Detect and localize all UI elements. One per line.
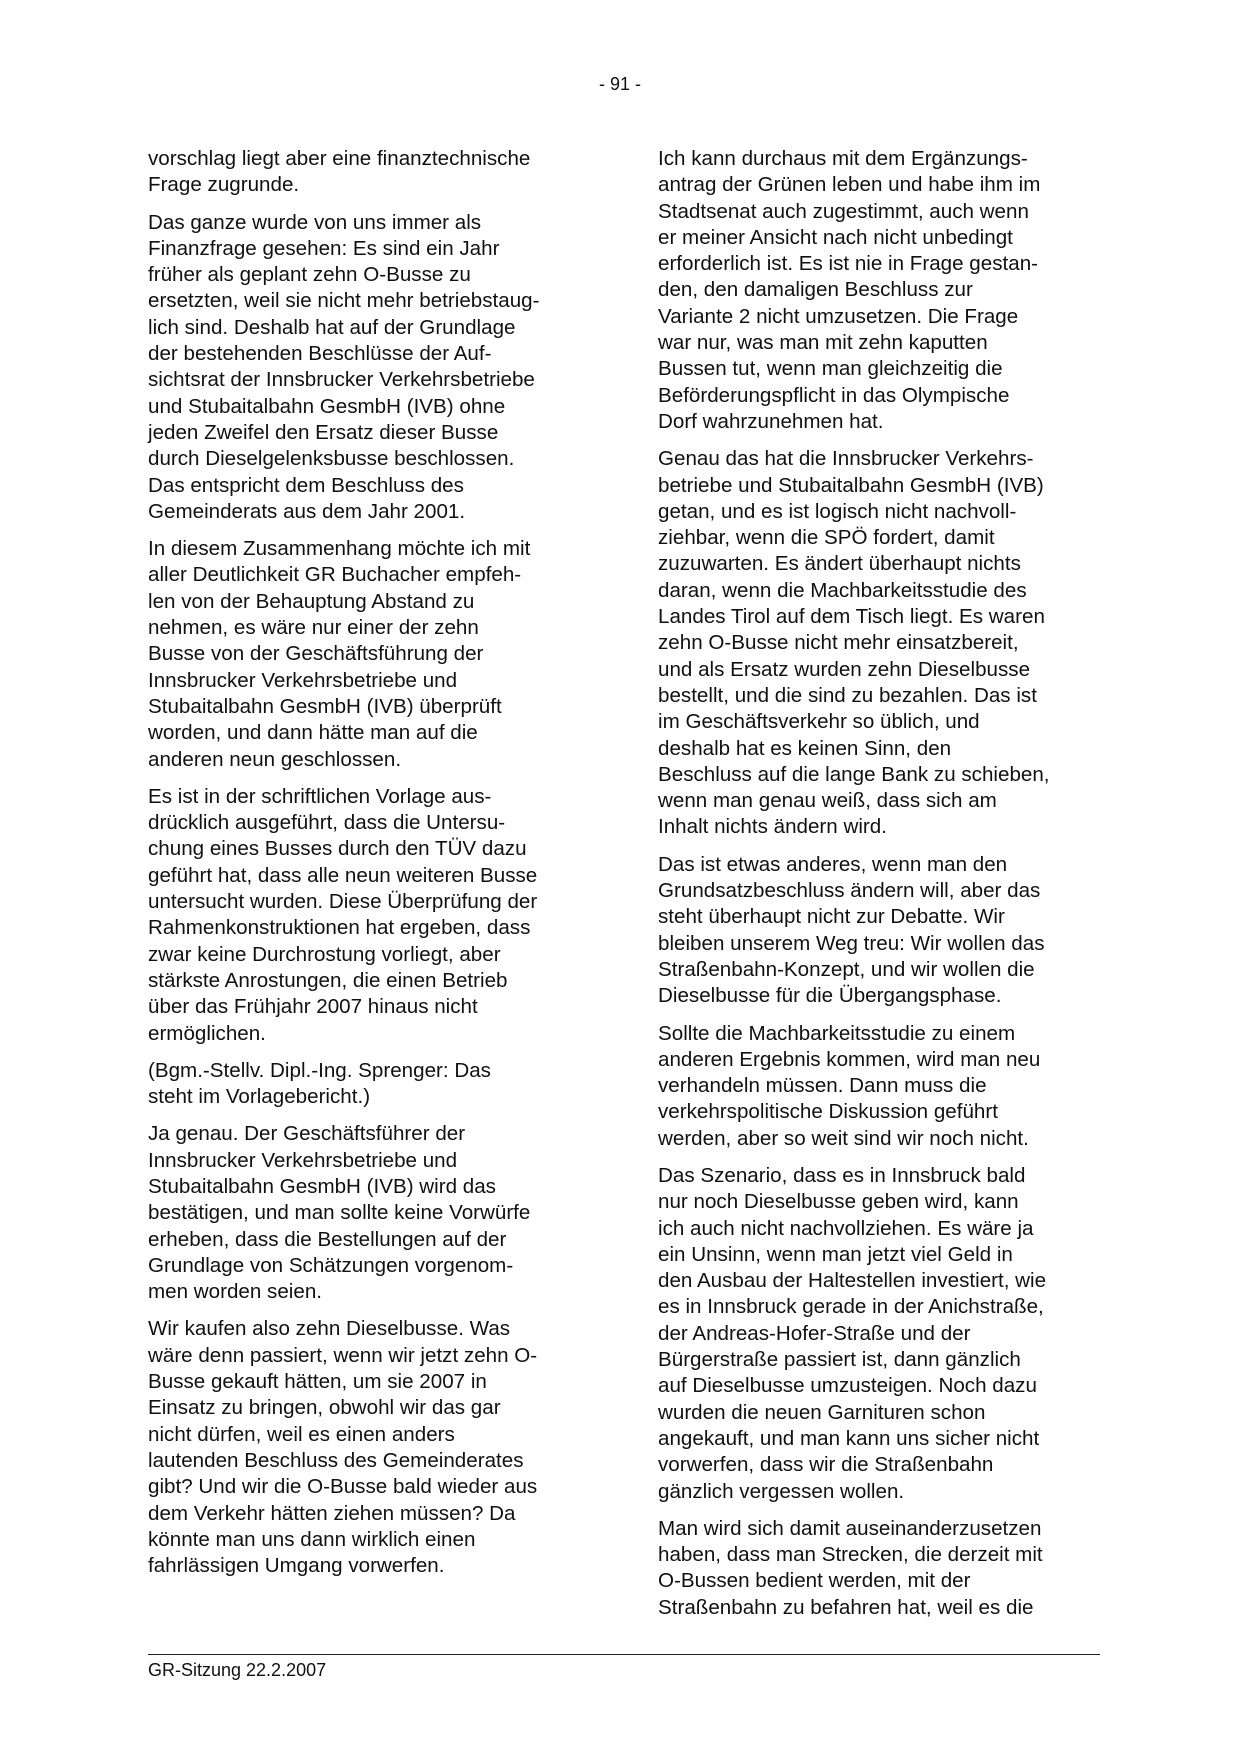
- paragraph: Ich kann durchaus mit dem Ergänzungs- antrag der Grünen leben und habe ihm im Stadtsenat auch zugestimmt, auch wenn er meiner Ansicht nach nicht unbedingt erforderlich ist. Es ist nie in Frage gestan- den, den damaligen Beschluss zur Variante 2 nicht umzusetzen. Die Frage war nur, was man mit zehn kaputten Bussen tut, wenn man gleichzeitig die Beförderungspflicht in das Olympische Dorf wahrzunehmen hat.: [658, 147, 1041, 433]
- paragraph: (Bgm.-Stellv. Dipl.-Ing. Sprenger: Das steht im Vorlagebericht.): [148, 1058, 491, 1109]
- right-column: [658, 146, 1103, 1632]
- footer-divider: [148, 1654, 1100, 1655]
- paragraph: Ja genau. Der Geschäftsführer der Innsbrucker Verkehrsbetriebe und Stubaitalbahn GesmbH (IVB) wird das bestätigen, und man sollte keine Vorwürfe erheben, dass die Bestellungen auf der Grundlage von Schätzungen vorgenom- men worden seien.: [148, 1122, 531, 1304]
- paragraph: In diesem Zusammenhang möchte ich mit aller Deutlichkeit GR Buchacher empfeh- len von der Behauptung Abstand zu nehmen, es wäre nur einer der zehn Busse von der Geschäftsführung der Innsbrucker Verkehrsbetriebe und Stubaitalbahn GesmbH (IVB) überprüft worden, und dann hätte man auf die anderen neun geschlossen.: [148, 537, 531, 771]
- paragraph: Man wird sich damit auseinanderzusetzen haben, dass man Strecken, die derzeit mit O-Bussen bedient werden, mit der Straßenbahn zu befahren hat, weil es die: [658, 1516, 1043, 1619]
- paragraph: Das ist etwas anderes, wenn man den Grundsatzbeschluss ändern will, aber das steht überhaupt nicht zur Debatte. Wir bleiben unserem Weg treu: Wir wollen das Straßenbahn-Konzept, und wir wollen die Dieselbusse für die Übergangsphase.: [658, 852, 1045, 1008]
- paragraph: Das ganze wurde von uns immer als Finanzfrage gesehen: Es sind ein Jahr früher als geplant zehn O-Busse zu ersetzten, weil sie nicht mehr betriebstaug- lich sind. Deshalb hat auf der Grundlage der bestehenden Beschlüsse der Auf- sichtsrat der Innsbrucker Verkehrsbetriebe und Stubaitalbahn GesmbH (IVB) ohne jeden Zweifel den Ersatz dieser Busse durch Dieselgelenksbusse beschlossen. Das entspricht dem Beschluss des Gemeinderats aus dem Jahr 2001.: [148, 210, 540, 523]
- paragraph: Sollte die Machbarkeitsstudie zu einem anderen Ergebnis kommen, wird man neu verhandeln müssen. Dann muss die verkehrspolitische Diskussion geführt werden, aber so weit sind wir noch nicht.: [658, 1021, 1041, 1150]
- page-number: - 91 -: [598, 74, 641, 94]
- paragraph: vorschlag liegt aber eine finanztechnische Frage zugrunde.: [148, 147, 531, 197]
- paragraph: Wir kaufen also zehn Dieselbusse. Was wäre denn passiert, wenn wir jetzt zehn O- Busse gekauft hätten, um sie 2007 in Einsatz zu bringen, obwohl wir das gar nicht dürfen, weil es einen anders lautenden Beschluss des Gemeinderates gibt? Und wir die O-Busse bald wieder aus dem Verkehr hätten ziehen müssen? Da könnte man uns dann wirklich einen fahrlässigen Umgang vorwerfen.: [148, 1317, 538, 1578]
- paragraph: Genau das hat die Innsbrucker Verkehrs- betriebe und Stubaitalbahn GesmbH (IVB) getan, und es ist logisch nicht nachvoll- ziehbar, wenn die SPÖ fordert, damit zuzuwarten. Es ändert überhaupt nichts daran, wenn die Machbarkeitsstudie des Landes Tirol auf dem Tisch liegt. Es waren zehn O-Busse nicht mehr einsatzbereit, und als Ersatz wurden zehn Dieselbusse bestellt, und die sind zu bezahlen. Das ist im Geschäftsverkehr so üblich, und deshalb hat es keinen Sinn, den Beschluss auf die lange Bank zu schieben, wenn man genau weiß, dass sich am Inhalt nichts ändern wird.: [658, 447, 1050, 839]
- left-column: [148, 146, 593, 1590]
- paragraph: Das Szenario, dass es in Innsbruck bald nur noch Dieselbusse geben wird, kann ich auch nicht nachvollziehen. Es wäre ja ein Unsinn, wenn man jetzt viel Geld in den Ausbau der Haltestellen investiert, wie es in Innsbruck gerade in der Anichstraße, der Andreas-Hofer-Straße und der Bürgerstraße passiert ist, dann gänzlich auf Dieselbusse umzusteigen. Noch dazu wurden die neuen Garnituren schon angekauft, und man kann uns sicher nicht vorwerfen, dass wir die Straßenbahn gänzlich vergessen wollen.: [658, 1163, 1047, 1503]
- paragraph: Es ist in der schriftlichen Vorlage aus- drücklich ausgeführt, dass die Untersu- chung eines Busses durch den TÜV dazu geführt hat, dass alle neun weiteren Busse untersucht wurden. Diese Überprüfung der Rahmenkonstruktionen hat ergeben, dass zwar keine Durchrostung vorliegt, aber stärkste Anrostungen, die einen Betrieb über das Frühjahr 2007 hinaus nicht ermöglichen.: [148, 784, 538, 1045]
- footer-session-date: GR-Sitzung 22.2.2007: [148, 1660, 327, 1680]
